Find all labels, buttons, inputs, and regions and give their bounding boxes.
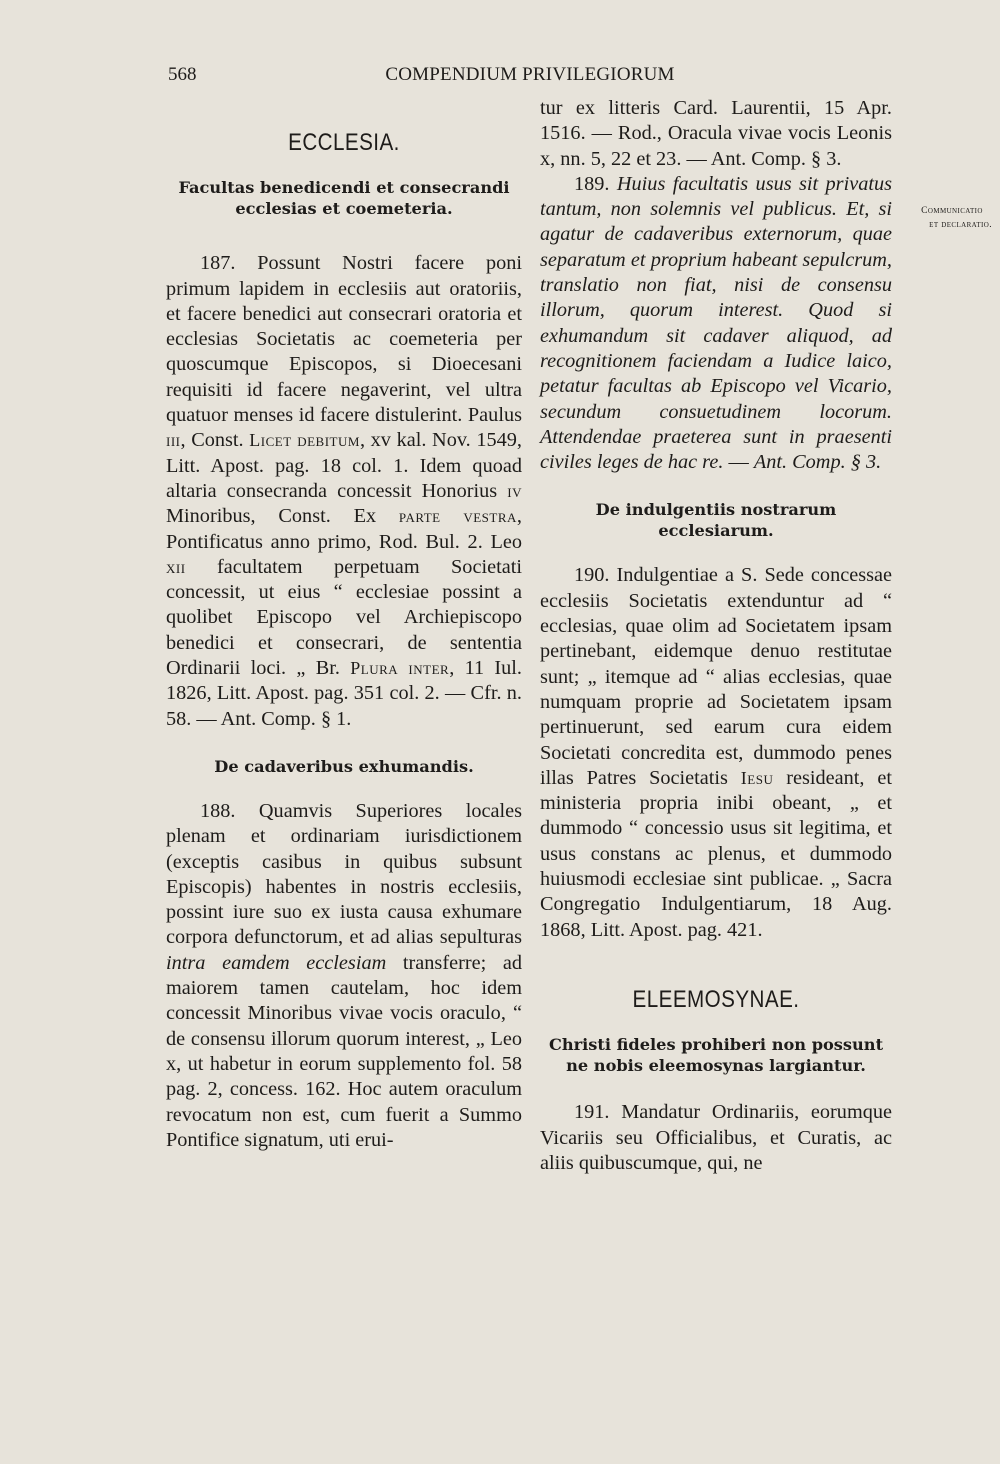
running-header <box>168 64 892 98</box>
p187-text-e: , Pontificatus anno primo, Rod. Bul. 2. Leo <box>166 505 522 553</box>
p187-text-c: , xv kal. Nov. 1549, Litt. Apost. pag. 18 col. 1. Idem quoad altaria consecranda concessit Honorius <box>166 429 522 502</box>
p190-text-b: resideant, et ministeria propria inibi obeant, „ et dummodo “ concessio usus sit legitima, et usus constans ac plenus, et dummodo huiusmodi ecclesiae sint publicae. „ Sacra Congregatio Indulgentiarum, 18 Aug. 1868, Litt. Apost. pag. 421. <box>540 766 892 941</box>
paragraph-187 <box>166 251 522 732</box>
p189-italic-2: Ant. Comp. § 3. <box>753 451 882 474</box>
p187-sc-6: Plura inter <box>350 658 450 679</box>
paragraph-189 <box>540 172 892 476</box>
section-title-ecclesia: ECCLESIA. <box>288 129 400 156</box>
running-title: COMPENDIUM PRIVILEGIORUM <box>385 64 675 85</box>
subheading-indulgentiis: De indulgentiis nostrarum ecclesiarum. <box>595 500 837 541</box>
marginal-note <box>912 204 992 232</box>
p187-text-g: , 11 Iul. 1826, Litt. Apost. pag. 351 col. 2. — Cfr. n. 58. — Ant. Comp. § 1. <box>166 657 522 730</box>
right-column <box>540 96 892 1176</box>
p187-sc-2: Licet debitum <box>249 430 360 451</box>
paragraph-191: 191. Mandatur Ordinariis, eorumque Vicariis seu Officialibus, et Curatis, ac aliis quibuscumque, qui, ne <box>540 1101 892 1174</box>
marginal-note-line-1: Communicatio <box>921 206 983 216</box>
p187-text-d: Minoribus, Const. Ex <box>166 505 399 528</box>
p188-text-a: 188. Quamvis Superiores locales plenam et ordinariam iurisdictionem (exceptis casibus in quibus subsunt Episcopis) habentes in nostris ecclesiis, possint iure suo ex iusta causa exhumare corpora defunctorum, et ad alias sepulturas <box>166 799 522 949</box>
p189-number: 189. <box>574 172 617 195</box>
p187-sc-1: iii <box>166 430 181 451</box>
p190-text-a: 190. Indulgentiae a S. Sede concessae ecclesiis Societatis extenduntur ad “ ecclesias, quae olim ad Societatem ipsam pertinebant, eidemque denuo restitutae sunt; „ itemque ad “ alias ecclesias, quae numquam proprie ad Societatem ipsam pertinuerunt, sed earum cura eidem Societati concredita est, dummodo penes illas Patres Societatis <box>540 564 892 789</box>
paragraph-188 <box>166 799 522 1153</box>
p189-italic-1: Huius facultatis usus sit privatus tantum, non solemnis vel publicus. Et, si agatur de cadaveribus externorum, quae separatum et proprium habeant sepulcrum, translatio non fiat, nisi de consensu illorum, quorum interest. Quod si exhumandum sit cadaver aliquod, ad recognitionem faciendam a Iudice laico, petatur facultas ab Episcopo vel Vicario, secundum consuetudinem locorum. Attendendae praeterea sunt in praesenti civiles leges de hac re. <box>540 172 893 474</box>
paragraph-190 <box>540 563 892 942</box>
p187-text-a: 187. Possunt Nostri facere poni primum lapidem in ecclesiis aut oratoriis, et facere benedici aut consecrari oratoria et ecclesias Societatis ac coemeteria per quoscumque Episcopos, si Dioecesani requisiti id facere negaverint, vel ultra quatuor menses id facere distulerint. Paulus <box>166 252 522 427</box>
p187-sc-3: iv <box>507 480 522 501</box>
marginal-note-line-2: et declaratio. <box>929 220 992 230</box>
subheading-christi-fideles: Christi fideles prohiberi non possunt ne nobis eleemosynas largiantur. <box>548 1035 884 1076</box>
p187-sc-5: xii <box>166 556 186 577</box>
p190-sc-1: Iesu <box>740 767 774 788</box>
p188-italic-1: intra eamdem ecclesiam <box>166 951 387 974</box>
p187-sc-4: parte vestra <box>398 506 517 527</box>
p187-text-f: facultatem perpetuam Societati concessit, ut eius “ ecclesiae possint a quolibet Episcopo vel Archiepiscopo benedici et consecrari, de sententia Ordinarii loci. „ Br. <box>166 555 522 680</box>
subheading-facultas: Facultas benedicendi et consecrandi ecclesias et coemeteria. <box>178 178 510 219</box>
left-column <box>166 96 522 1153</box>
paragraph-188-continued: tur ex litteris Card. Laurentii, 15 Apr. 1516. — Rod., Oracula vivae vocis Leonis x, nn. 5, 22 et 23. — Ant. Comp. § 3. <box>540 97 892 170</box>
subheading-cadaveribus: De cadaveribus exhumandis. <box>214 756 474 776</box>
p189-text-b: — <box>723 451 754 474</box>
p187-text-b: , Const. <box>180 429 250 452</box>
page-number: 568 <box>168 64 197 85</box>
section-title-eleemosynae: ELEEMOSYNAE. <box>632 985 800 1013</box>
p188-text-b: transferre; ad maiorem tamen cautelam, hoc idem concessit Minoribus vivae vocis oraculo, “ de consensu illorum quorum interest, „ Leo x, ut habetur in eorum supplemento fol. 58 pag. 2, concess. 162. Hoc autem oraculum revocatum non est, cum fuerit a Summo Pontifice signatum, uti erui- <box>166 951 523 1151</box>
